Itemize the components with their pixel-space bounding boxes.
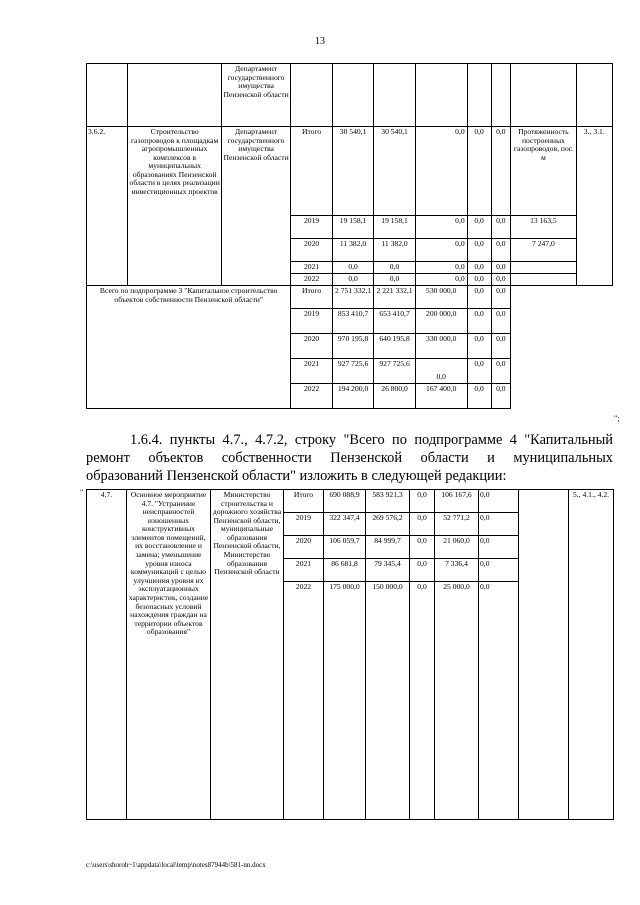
closing-quote-mark: "; — [614, 414, 620, 423]
year-cell: Итого — [291, 127, 332, 216]
indicator-cell — [511, 262, 576, 274]
regional-cell: 0,0 — [374, 262, 415, 274]
municipal-cell: 0,0 — [467, 334, 491, 359]
extra-cell: 0,0 — [479, 536, 519, 559]
regional-cell: 19 158,1 — [374, 216, 415, 239]
extra-cell: 0,0 — [491, 239, 511, 262]
municipal-cell: 25 000,0 — [435, 582, 479, 820]
regional-cell: 30 540,1 — [374, 127, 415, 216]
subtotal-label: Всего по подпрограмме 3 "Капитальное строительство объектов собственности Пензенской области" — [87, 286, 291, 409]
municipal-cell: 0,0 — [467, 127, 491, 216]
table-cell — [87, 64, 128, 127]
federal-cell: 0,0 — [415, 239, 467, 262]
opening-quote-mark: " — [80, 488, 84, 497]
extra-cell: 0,0 — [491, 384, 511, 409]
table-cell — [128, 64, 221, 127]
municipal-cell: 52 771,2 — [435, 513, 479, 536]
document-file-path: c:\users\shoroh~1\appdata\local\temp\notes87944b\581-nn.docx — [86, 861, 266, 869]
year-cell: 2021 — [291, 262, 332, 274]
federal-cell: 0,0 — [415, 359, 467, 384]
federal-cell: 330 000,0 — [415, 334, 467, 359]
year-cell: 2019 — [291, 216, 332, 239]
federal-cell: 167 400,0 — [415, 384, 467, 409]
federal-cell: 0,0 — [410, 559, 435, 582]
year-cell: 2021 — [291, 359, 332, 384]
total-cell: 11 382,0 — [332, 239, 373, 262]
federal-cell: 0,0 — [415, 262, 467, 274]
municipal-cell: 0,0 — [467, 274, 491, 286]
extra-cell: 0,0 — [491, 334, 511, 359]
federal-cell: 0,0 — [415, 127, 467, 216]
item-name: Строительство газопроводов к площадкам агропромышленных комплексов в муниципальных образованиях Пензенской области в целях реализации инвестиционных проектов — [128, 127, 221, 286]
total-cell: 690 088,9 — [324, 490, 366, 513]
federal-cell: 0,0 — [410, 536, 435, 559]
table-row — [87, 286, 613, 309]
indicator-cell — [511, 274, 576, 286]
total-cell: 853 410,7 — [332, 309, 373, 334]
total-cell: 0,0 — [332, 274, 373, 286]
total-cell: 194 200,0 — [332, 384, 373, 409]
extra-cell: 0,0 — [491, 286, 511, 309]
total-cell: 175 000,0 — [324, 582, 366, 820]
program-table-subprogram-3 — [86, 63, 613, 409]
extra-cell: 0,0 — [479, 582, 519, 820]
total-cell: 927 725,6 — [332, 359, 373, 384]
federal-cell: 0,0 — [410, 490, 435, 513]
department-cell: Министерство строительства и дорожного хозяйства Пензенской области, муниципальные образования Пензенской области, Министерство образования Пензенской области — [211, 490, 284, 820]
federal-cell: 200 000,0 — [415, 309, 467, 334]
year-cell: 2022 — [291, 274, 332, 286]
total-cell: 322 347,4 — [324, 513, 366, 536]
municipal-cell: 0,0 — [467, 216, 491, 239]
table-row — [87, 127, 613, 216]
indicator-cell: Протяженность построенных газопроводов, пог. м — [511, 127, 576, 216]
extra-cell: 0,0 — [491, 309, 511, 334]
year-cell: 2020 — [291, 239, 332, 262]
regional-cell: 0,0 — [374, 274, 415, 286]
federal-cell: 0,0 — [410, 582, 435, 820]
regional-cell: 269 576,2 — [366, 513, 410, 536]
municipal-cell: 7 336,4 — [435, 559, 479, 582]
regional-cell: 84 999,7 — [366, 536, 410, 559]
municipal-cell: 0,0 — [467, 359, 491, 384]
municipal-cell: 0,0 — [467, 286, 491, 309]
year-cell: 2019 — [291, 309, 332, 334]
department-cell: Департамент государственного имущества Пензенской области — [221, 127, 291, 286]
program-table-item-4-7 — [86, 489, 614, 820]
page-number: 13 — [315, 36, 325, 47]
table-row — [87, 490, 614, 513]
item-name: Основное мероприятие 4.7. "Устранение неисправностей изношенных конструктивных элементов помещений, их восстановление и замена; уменьшение уровня износа коммуникаций с целью улучшения уровня их эксплуатационных характеристик, создание безопасных условий нахождения граждан на территории объектов образования" — [127, 490, 211, 820]
total-cell: 30 540,1 — [332, 127, 373, 216]
year-cell: 2022 — [291, 384, 332, 409]
regional-cell: 26 800,0 — [374, 384, 415, 409]
regional-cell: 927 725,6 — [374, 359, 415, 384]
municipal-cell: 21 060,0 — [435, 536, 479, 559]
regional-cell: 11 382,0 — [374, 239, 415, 262]
regional-cell: 583 921,3 — [366, 490, 410, 513]
item-number: 3.6.2. — [87, 127, 128, 286]
total-cell: 2 751 332,1 — [332, 286, 373, 309]
municipal-cell: 106 167,6 — [435, 490, 479, 513]
year-cell: 2020 — [291, 334, 332, 359]
municipal-cell: 0,0 — [467, 309, 491, 334]
department-cell: Департамент государственного имущества Пензенской области — [221, 64, 291, 127]
total-cell: 86 681,8 — [324, 559, 366, 582]
year-cell: Итого — [284, 490, 324, 513]
municipal-cell: 0,0 — [467, 384, 491, 409]
regional-cell: 79 345,4 — [366, 559, 410, 582]
total-cell: 19 158,1 — [332, 216, 373, 239]
paragraph-line: образований Пензенской области" изложить в следующей редакции: — [86, 468, 507, 484]
year-cell: Итого — [291, 286, 332, 309]
extra-cell: 0,0 — [479, 559, 519, 582]
extra-cell: 0,0 — [491, 127, 511, 216]
extra-cell: 0,0 — [491, 262, 511, 274]
paragraph-line: 1.6.4. пункты 4.7., 4.7.2, строку "Всего по подпрограмме 4 "Капитальный — [130, 432, 613, 448]
regional-cell: 653 410,7 — [374, 309, 415, 334]
year-cell: 2022 — [284, 582, 324, 820]
table-row — [87, 64, 613, 127]
federal-cell: 0,0 — [415, 216, 467, 239]
item-number: 4.7. — [87, 490, 127, 820]
federal-cell: 0,0 — [410, 513, 435, 536]
year-cell: 2020 — [284, 536, 324, 559]
regional-cell: 150 000,0 — [366, 582, 410, 820]
extra-cell: 0,0 — [479, 490, 519, 513]
extra-cell: 0,0 — [479, 513, 519, 536]
year-cell: 2021 — [284, 559, 324, 582]
extra-cell: 0,0 — [491, 216, 511, 239]
federal-cell: 530 000,0 — [415, 286, 467, 309]
total-cell: 106 059,7 — [324, 536, 366, 559]
indicator-cell: 13 163,5 — [511, 216, 576, 239]
paragraph-line: ремонт объектов собственности Пензенской области и муниципальных — [86, 450, 613, 466]
total-cell: 970 195,8 — [332, 334, 373, 359]
regional-cell: 2 221 332,1 — [374, 286, 415, 309]
regional-cell: 640 195,8 — [374, 334, 415, 359]
reference-cell: 5., 4.1., 4.2. — [569, 490, 614, 820]
indicator-cell — [519, 490, 569, 820]
year-cell: 2019 — [284, 513, 324, 536]
total-cell: 0,0 — [332, 262, 373, 274]
federal-cell: 0,0 — [415, 274, 467, 286]
amendment-paragraph — [86, 431, 613, 485]
municipal-cell: 0,0 — [467, 262, 491, 274]
extra-cell: 0,0 — [491, 359, 511, 384]
indicator-cell: 7 247,0 — [511, 239, 576, 262]
extra-cell: 0,0 — [491, 274, 511, 286]
reference-cell: 3., 3.1. — [576, 127, 612, 286]
municipal-cell: 0,0 — [467, 239, 491, 262]
